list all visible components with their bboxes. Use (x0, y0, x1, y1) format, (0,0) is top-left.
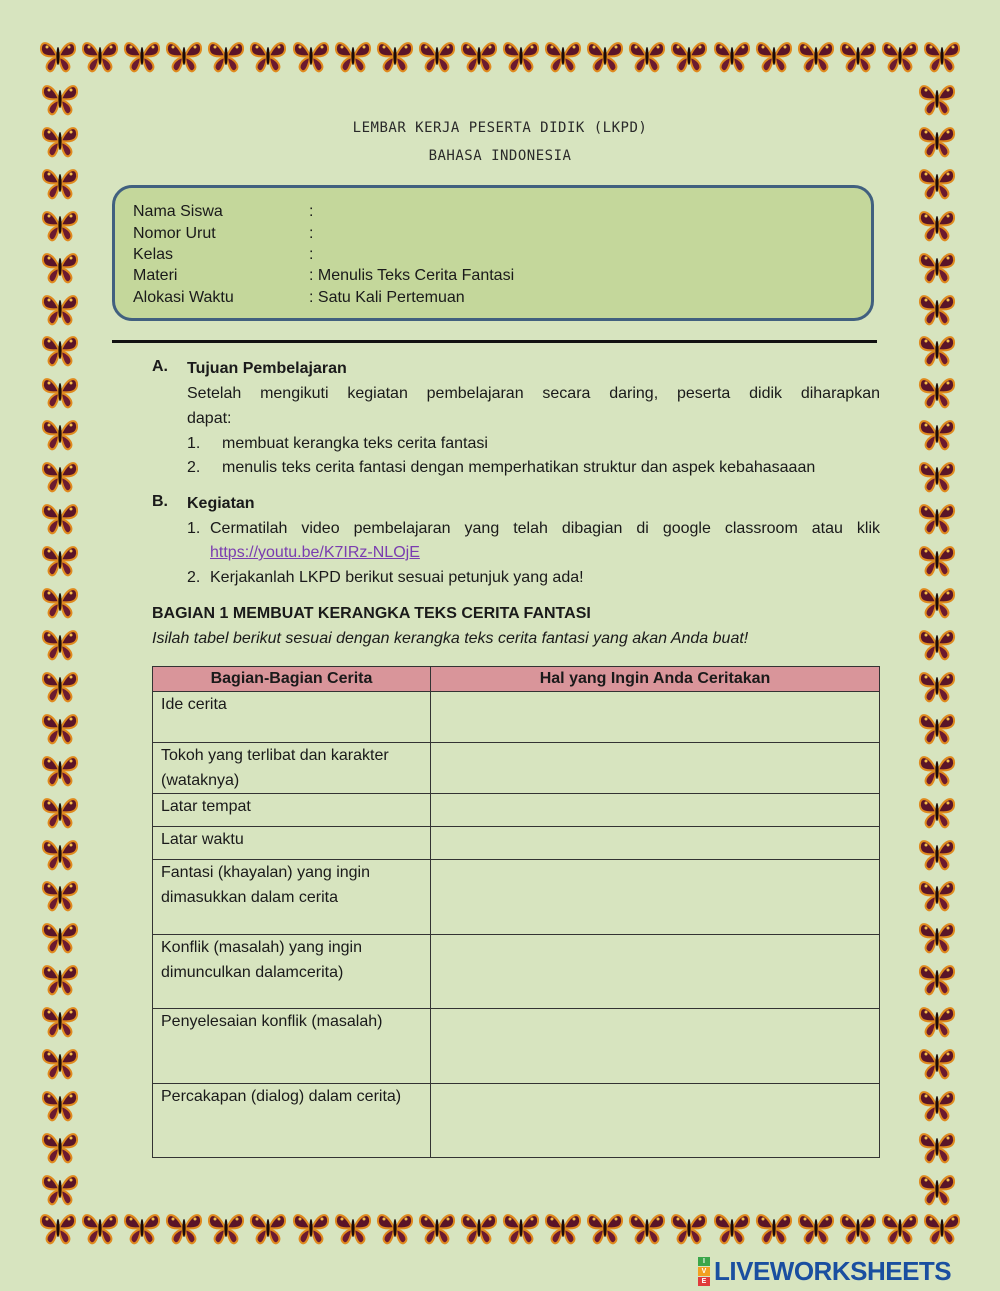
butterfly-icon (754, 38, 794, 78)
butterfly-icon (40, 542, 82, 578)
butterfly-icon (880, 1210, 920, 1250)
butterfly-icon (917, 836, 959, 872)
butterfly-icon (917, 1087, 959, 1123)
butterfly-icon (917, 291, 959, 327)
butterfly-icon (40, 374, 82, 410)
butterfly-icon (40, 710, 82, 746)
butterfly-icon (40, 1171, 82, 1207)
butterfly-icon (627, 1210, 667, 1250)
objective-item: menulis teks cerita fantasi dengan memperhatikan struktur dan aspek kebahasaaan (222, 459, 816, 476)
butterfly-icon (38, 38, 78, 78)
info-label: Materi (133, 267, 178, 284)
row-label: Tokoh yang terlibat dan karakter (wataknya) (153, 743, 431, 794)
butterfly-icon (917, 500, 959, 536)
table-row (153, 935, 880, 1009)
butterfly-icon (917, 794, 959, 830)
objective-number: 2. (187, 459, 201, 476)
butterfly-icon (796, 38, 836, 78)
table-row (153, 827, 880, 860)
butterfly-icon (917, 1045, 959, 1081)
butterfly-icon (796, 1210, 836, 1250)
butterfly-icon (917, 919, 959, 955)
butterfly-icon (206, 1210, 246, 1250)
story-outline-table (152, 666, 880, 1158)
row-label: Percakapan (dialog) dalam cerita) (153, 1084, 431, 1158)
table-row (153, 794, 880, 827)
liveworksheets-logo[interactable] (698, 1256, 951, 1286)
butterfly-icon (333, 1210, 373, 1250)
info-label: Kelas (133, 246, 174, 263)
butterfly-border-top (38, 38, 962, 78)
butterfly-icon (40, 584, 82, 620)
table-header-row (153, 667, 880, 692)
activity-number: 1. (187, 520, 201, 537)
document-subtitle: BAHASA INDONESIA (428, 148, 572, 164)
butterfly-icon (922, 38, 962, 78)
info-value: : Menulis Teks Cerita Fantasi (309, 267, 515, 284)
answer-cell[interactable] (431, 743, 880, 794)
butterfly-icon (917, 710, 959, 746)
butterfly-icon (417, 38, 457, 78)
butterfly-icon (206, 38, 246, 78)
document-title: LEMBAR KERJA PESERTA DIDIK (LKPD) (352, 120, 648, 136)
row-label: Latar tempat (153, 794, 431, 827)
butterfly-icon (291, 38, 331, 78)
info-value: : Satu Kali Pertemuan (309, 289, 465, 306)
butterfly-icon (585, 1210, 625, 1250)
butterfly-icon (40, 291, 82, 327)
row-label: Latar waktu (153, 827, 431, 860)
row-label: Penyelesaian konflik (masalah) (153, 1009, 431, 1084)
butterfly-icon (80, 38, 120, 78)
butterfly-icon (917, 332, 959, 368)
butterfly-icon (501, 1210, 541, 1250)
butterfly-icon (291, 1210, 331, 1250)
section-b-heading: Kegiatan (187, 495, 255, 512)
butterfly-icon (40, 919, 82, 955)
butterfly-icon (40, 752, 82, 788)
objective-item: membuat kerangka teks cerita fantasi (222, 435, 488, 452)
butterfly-icon (40, 877, 82, 913)
butterfly-icon (40, 207, 82, 243)
objective-number: 1. (187, 435, 201, 452)
bagian-1-title: BAGIAN 1 MEMBUAT KERANGKA TEKS CERITA FANTASI (152, 605, 591, 622)
butterfly-icon (754, 1210, 794, 1250)
answer-cell[interactable] (431, 1009, 880, 1084)
butterfly-border-right (917, 78, 959, 1210)
activity-item: Kerjakanlah LKPD berikut sesuai petunjuk yang ada! (210, 569, 584, 586)
butterfly-icon (669, 38, 709, 78)
butterfly-icon (375, 38, 415, 78)
butterfly-icon (164, 38, 204, 78)
activity-number: 2. (187, 569, 201, 586)
info-value[interactable]: : (309, 225, 314, 242)
butterfly-icon (922, 1210, 962, 1250)
butterfly-border-left (40, 78, 82, 1210)
info-label: Nama Siswa (133, 203, 223, 220)
logo-letter: V (698, 1267, 710, 1276)
table-row (153, 1084, 880, 1158)
butterfly-icon (917, 626, 959, 662)
butterfly-icon (917, 249, 959, 285)
butterfly-icon (917, 752, 959, 788)
butterfly-icon (917, 1129, 959, 1165)
bagian-1-instruction: Isilah tabel berikut sesuai dengan kerangka teks cerita fantasi yang akan Anda buat! (152, 630, 749, 647)
butterfly-icon (248, 1210, 288, 1250)
butterfly-icon (333, 38, 373, 78)
table-row (153, 1009, 880, 1084)
butterfly-icon (40, 1003, 82, 1039)
logo-squares-icon (698, 1257, 710, 1286)
butterfly-icon (459, 38, 499, 78)
butterfly-icon (40, 81, 82, 117)
video-link[interactable]: https://youtu.be/K7IRz-NLOjE (210, 544, 420, 561)
section-a-intro-cont: dapat: (187, 410, 232, 427)
butterfly-icon (917, 668, 959, 704)
butterfly-icon (80, 1210, 120, 1250)
butterfly-icon (917, 961, 959, 997)
butterfly-icon (712, 38, 752, 78)
section-a-letter: A. (152, 358, 168, 375)
butterfly-icon (417, 1210, 457, 1250)
butterfly-icon (543, 1210, 583, 1250)
butterfly-icon (838, 38, 878, 78)
butterfly-border-bottom (38, 1210, 962, 1250)
butterfly-icon (40, 416, 82, 452)
answer-cell[interactable] (431, 827, 880, 860)
answer-cell[interactable] (431, 794, 880, 827)
butterfly-icon (40, 1045, 82, 1081)
answer-cell[interactable] (431, 692, 880, 743)
butterfly-icon (122, 38, 162, 78)
activity-item: Cermatilah video pembelajaran yang telah dibagian di google classroom atau klik (210, 520, 880, 537)
row-label: Ide cerita (153, 692, 431, 743)
logo-letter: E (698, 1277, 710, 1286)
student-info-box (112, 185, 874, 321)
column-header: Bagian-Bagian Cerita (153, 667, 431, 692)
table-row (153, 692, 880, 743)
butterfly-icon (40, 458, 82, 494)
butterfly-icon (248, 38, 288, 78)
divider-line (112, 340, 877, 343)
butterfly-icon (669, 1210, 709, 1250)
butterfly-icon (122, 1210, 162, 1250)
butterfly-icon (838, 1210, 878, 1250)
butterfly-icon (917, 165, 959, 201)
answer-cell[interactable] (431, 935, 880, 1009)
section-a-intro: Setelah mengikuti kegiatan pembelajaran secara daring, peserta didik diharapkan (187, 385, 880, 402)
butterfly-icon (40, 249, 82, 285)
butterfly-icon (40, 836, 82, 872)
butterfly-icon (40, 626, 82, 662)
row-label: Fantasi (khayalan) yang ingin dimasukkan dalam cerita (153, 860, 431, 935)
butterfly-icon (40, 500, 82, 536)
logo-text: LIVEWORKSHEETS (714, 1255, 952, 1286)
butterfly-icon (459, 1210, 499, 1250)
butterfly-icon (38, 1210, 78, 1250)
answer-cell[interactable] (431, 860, 880, 935)
butterfly-icon (40, 961, 82, 997)
butterfly-icon (917, 207, 959, 243)
butterfly-icon (375, 1210, 415, 1250)
butterfly-icon (40, 1087, 82, 1123)
info-value[interactable]: : (309, 203, 314, 220)
butterfly-icon (712, 1210, 752, 1250)
butterfly-icon (543, 38, 583, 78)
section-a-heading: Tujuan Pembelajaran (187, 360, 347, 377)
row-label: Konflik (masalah) yang ingin dimunculkan dalamcerita) (153, 935, 431, 1009)
butterfly-icon (164, 1210, 204, 1250)
info-value[interactable]: : (309, 246, 314, 263)
butterfly-icon (917, 584, 959, 620)
butterfly-icon (40, 668, 82, 704)
info-label: Alokasi Waktu (133, 289, 234, 306)
logo-letter: I (698, 1257, 710, 1266)
butterfly-icon (917, 374, 959, 410)
butterfly-icon (585, 38, 625, 78)
butterfly-icon (40, 165, 82, 201)
butterfly-icon (917, 542, 959, 578)
butterfly-icon (917, 81, 959, 117)
butterfly-icon (880, 38, 920, 78)
answer-cell[interactable] (431, 1084, 880, 1158)
butterfly-icon (627, 38, 667, 78)
butterfly-icon (917, 458, 959, 494)
info-label: Nomor Urut (133, 225, 216, 242)
butterfly-icon (501, 38, 541, 78)
table-row (153, 743, 880, 794)
table-row (153, 860, 880, 935)
section-b-letter: B. (152, 493, 168, 510)
butterfly-icon (40, 332, 82, 368)
butterfly-icon (917, 416, 959, 452)
column-header: Hal yang Ingin Anda Ceritakan (431, 667, 880, 692)
butterfly-icon (917, 1171, 959, 1207)
butterfly-icon (40, 794, 82, 830)
butterfly-icon (40, 1129, 82, 1165)
butterfly-icon (917, 1003, 959, 1039)
butterfly-icon (917, 877, 959, 913)
